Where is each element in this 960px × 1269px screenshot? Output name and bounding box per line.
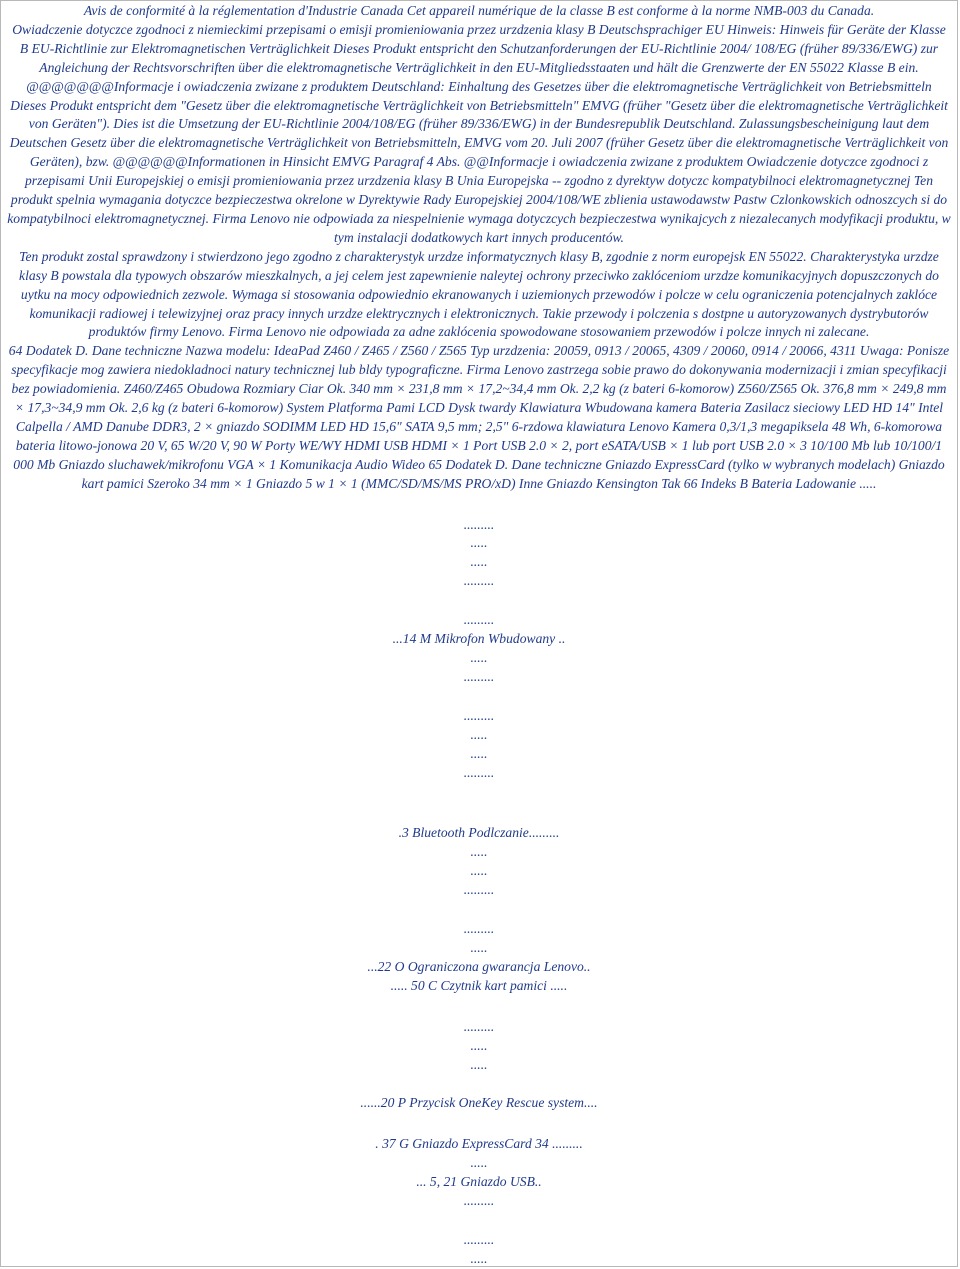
index-entry: ..... (470, 1056, 488, 1072)
index-entry: ......... (463, 573, 495, 589)
index-entry: ..... (470, 1037, 488, 1053)
index-entry: ..... (470, 863, 488, 879)
index-entry: .3 Bluetooth Podlczanie......... (398, 825, 560, 841)
index-entry: ..... (470, 535, 488, 551)
index-entry: ......... (463, 921, 495, 937)
index-entry: ......... (463, 516, 495, 532)
index-entry: ...14 M Mikrofon Wbudowany .. (392, 631, 566, 647)
index-group-5 (7, 920, 951, 996)
index-entry: ......... (463, 668, 495, 684)
index-entry: ..... (470, 650, 488, 665)
index-entry: ..... (470, 726, 488, 742)
index-entry: ... 5, 21 Gniazdo USB.. (416, 1174, 542, 1190)
index-entry: ......... (463, 1018, 495, 1034)
technical-specifications: 64 Dodatek D. Dane techniczne Nazwa modelu: IdeaPad Z460 / Z465 / Z560 / Z565 Typ urzdzenia: 20059, 0913 / 20065, 4309 / 20060, 0914 / 20066, 4311 Uwaga: Ponisze specyfikacje mog zawiera niedokladnoci natury technicznej lub bldy typograficzne. Firma Lenovo zastrzega sobie prawo do dokonywania modernizacji i zmian specyfikacji bez powiadomienia. Z460/Z465 Obudowa Rozmiary Ciar Ok. 340 mm × 231,8 mm × 17,2~34,4 mm Ok. 2,2 kg (z bateri 6-komorow) Z560/Z565 Ok. 376,8 mm × 249,8 mm × 17,3~34,9 mm Ok. 2,6 kg (z bateri 6-komorow) System Platforma Pami LCD Dysk twardy Klawiatura Wbudowana kamera Bateria Zasilacz sieciowy LED HD 14" Intel Calpella / AMD Danube DDR3, 2 × gniazdo SODIMM LED HD 15,6" SATA 9,5 mm; 2,5" 6-rzdowa klawiatura Lenovo Kamera 0,3/1,3 megapiksela 48 Wh, 6-komorowa bateria litowo-jonowa 20 V, 65 W/20 V, 90 W Porty WE/WY HDMI USB HDMI × 1 Port USB 2.0 × 2, port eSATA/USB × 1 lub port USB 2.0 × 3 10/100 Mb lub 10/100/1 000 Mb Gniazdo sluchawek/mikrofonu VGA × 1 Komunikacja Audio Wideo 65 Dodatek D. Dane techniczne Gniazdo ExpressCard (tylko w wybranych modelach) Gniazdo kart pamici Szeroko 34 mm × 1 Gniazdo 5 w 1 × 1 (MMC/SD/MS/MS PRO/xD) Inne Gniazdo Kensington Tak 66 Indeks B Bateria Ladowanie ..... (8, 343, 950, 491)
index-entry: ..... (470, 745, 488, 761)
index-entry: ..... (470, 1250, 488, 1266)
index-entry: ..... (470, 1155, 488, 1171)
index-entry: ...22 O Ograniczona gwarancja Lenovo.. (367, 958, 591, 974)
index-group-7 (7, 1094, 951, 1113)
index-entry: ......... (463, 707, 495, 723)
index-group-3 (7, 707, 951, 783)
canada-compliance-notice: Avis de conformité à la réglementation d'Industrie Canada Cet appareil numérique de la classe B est conforme à la norme NMB-003 du Canada. (83, 3, 875, 18)
index-entry: ......... (463, 1231, 495, 1247)
index-group-6 (7, 1018, 951, 1075)
index-entry: . 37 G Gniazdo ExpressCard 34 ......... (375, 1136, 583, 1152)
index-entry: ..... 50 C Czytnik kart pamici ..... (390, 977, 568, 993)
index-group-8 (7, 1135, 951, 1211)
index-group-9 (7, 1231, 951, 1267)
index-entry: ......... (463, 1193, 495, 1209)
index-entry: ..... (470, 939, 488, 955)
class-b-product-notice: Ten produkt zostal sprawdzony i stwierdzono jego zgodno z charakterystyk urzdze informatycznych klasy B, zgodnie z norm europejsk EN 55022. Charakterystyka urzdze klasy B powstala dla typowych obszarów mieszkalnych, a jej celem jest zapewnienie naleytej ochrony przeciwko zaklóceniom urzdze komunikacyjnych dopuszczonych do uytku na mocy odpowiednich zezwole. Wymaga si stosowania odpowiednio ekranowanych i uziemionych przewodów i polcze w celu ograniczenia potencjalnych zaklóce komunikacji radiowej i telewizyjnej oraz pracy innych urzdze elektrycznych i elektronicznych. Takie przewody i polczenia s dostpne u autoryzowanych dystrybutorów produktów firmy Lenovo. Firma Lenovo nie odpowiada za adne zaklócenia spowodowane stosowaniem przewodów i polcze innych ni zalecane. (19, 248, 939, 340)
index-group-1 (7, 516, 951, 592)
index-group-2 (7, 611, 951, 687)
index-entry: ......... (463, 882, 495, 898)
index-entry: ..... (470, 844, 488, 860)
index-entry: ......... (463, 612, 495, 628)
index-entry: ..... (470, 554, 488, 570)
index-group-4 (7, 824, 951, 900)
emission-compliance-statements: Owiadczenie dotyczce zgodnoci z niemieckimi przepisami o emisji promieniowania przez urzdzenia klasy B Deutschsprachiger EU Hinweis: Hinweis für Geräte der Klasse B EU-Richtlinie zur Elektromagnetischen Verträglichkeit Dieses Produkt entspricht den Schutzanforderungen der EU-Richtlinie 2004/ 108/EG (früher 89/336/EWG) zur Angleichung der Rechtsvorschriften über die elektromagnetische Verträglichkeit in den EU-Mitgliedsstaaten und hält die Grenzwerte der EN 55022 Klasse B ein. @@@@@@@Informacje i owiadczenia zwizane z produktem Deutschland: Einhaltung des Gesetzes über die elektromagnetische Verträglichkeit von Betriebsmitteln Dieses Produkt entspricht dem "Gesetz über die elektromagnetische Verträglichkeit von Betriebsmitteln" EMVG (früher "Gesetz über die elektromagnetische Verträglichkeit von Geräten"). Dies ist die Umsetzung der EU-Richtlinie 2004/108/EG (früher 89/336/EWG) in der Bundesrepublik Deutschland. Zulassungsbescheinigung laut dem Deutschen Gesetz über die elektromagnetische Verträglichkeit von Betriebsmitteln, EMVG vom 20. Juli 2007 (früher Gesetz über die elektromagnetische Verträglichkeit von Geräten), bzw. @@@@@@Informationen in Hinsicht EMVG Paragraf 4 Abs. @@Informacje i owiadczenia zwizane z produktem Owiadczenie dotyczce zgodnoci z przepisami Unii Europejskiej o emisji promieniowania przez urzdzenia klasy B Unia Europejska -- zgodno z dyrektyw dotyczc kompatybilnoci elektromagnetycznej Ten produkt spelnia wymagania dotyczce bezpieczestwa okrelone w Dyrektywie Rady Europejskiej 2004/108/WE zblienia ustawodawstw Pastw Czlonkowskich odnoszcych si do kompatybilnoci elektromagnetycznej. Firma Lenovo nie odpowiada za niespelnienie wymaga dotyczcych bezpieczestwa wynikajcych z niezalecanych modyfikacji produktu, w tym instalacji dodatkowych kart innych producentów. (7, 21, 951, 245)
index-entry: ......... (463, 764, 495, 780)
index-entry: ......20 P Przycisk OneKey Rescue system.... (360, 1095, 598, 1111)
document-body (7, 2, 951, 494)
